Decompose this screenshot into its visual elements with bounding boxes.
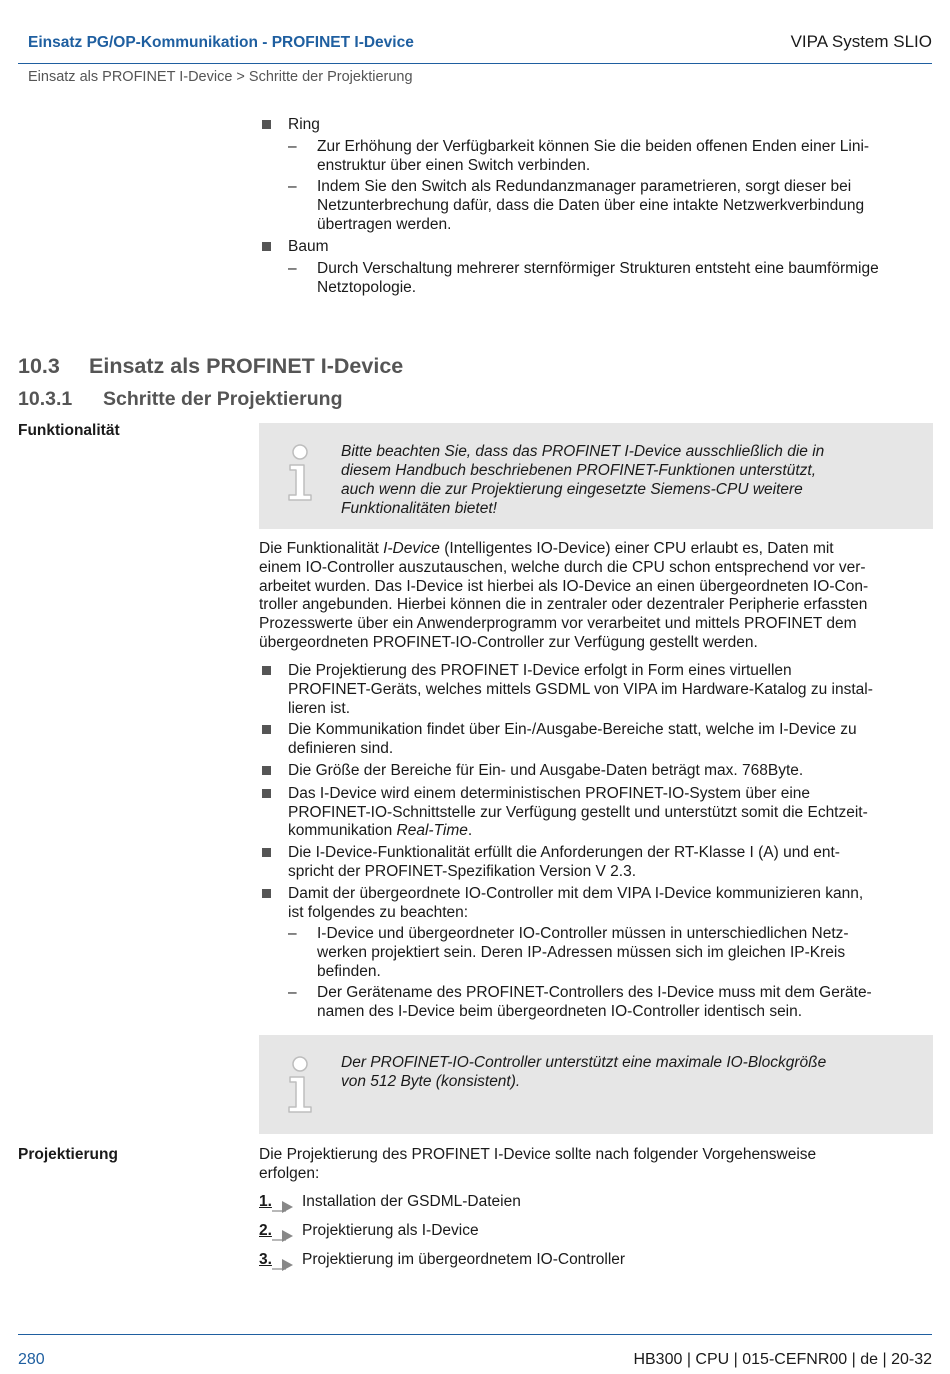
list-item-line: PROFINET-Geräts, welches mittels GSDML von VIPA im Hardware-Katalog zu instal- xyxy=(288,681,873,698)
sub-item-line: werken projektiert sein. Deren IP-Adressen müssen sich im gleichen IP-Kreis xyxy=(317,944,846,961)
header-divider xyxy=(18,63,932,64)
text-run: Die Funktionalität xyxy=(259,540,384,557)
list-item-line: ist folgendes zu beachten: xyxy=(288,904,469,921)
list-item-line: Die I-Device-Funktionalität erfüllt die Anforderungen der RT-Klasse I (A) und ent- xyxy=(288,844,840,861)
info-i-icon xyxy=(285,1055,315,1115)
paragraph-line: arbeitet wurden. Das I-Device ist hierbei als IO-Device an einen übergeordneten IO-Con- xyxy=(259,578,869,595)
subsection-title: Schritte der Projektierung xyxy=(103,388,343,410)
arrow-step-icon xyxy=(272,1257,294,1271)
paragraph-line xyxy=(259,540,834,559)
breadcrumb: Einsatz als PROFINET I-Device > Schritte der Projektierung xyxy=(28,69,413,85)
list-item-line: Die Größe der Bereiche für Ein- und Ausgabe-Daten beträgt max. 768Byte. xyxy=(288,762,804,779)
ring-item-2-line-3: übertragen werden. xyxy=(317,216,452,233)
note-line: von 512 Byte (konsistent). xyxy=(341,1073,521,1090)
header-title: Einsatz PG/OP-Kommunikation - PROFINET I-Device xyxy=(28,34,414,51)
step-label: Installation der GSDML-Dateien xyxy=(302,1193,521,1210)
square-bullet xyxy=(262,766,271,775)
paragraph-line: Prozesswerte über ein Anwenderprogramm vor verarbeitet und mittels PROFINET dem xyxy=(259,615,857,632)
italic-term: Real-Time xyxy=(396,822,468,839)
list-item-line: spricht der PROFINET-Spezifikation Version V 2.3. xyxy=(288,863,637,880)
step-number: 1. xyxy=(259,1193,272,1210)
dash-bullet: – xyxy=(288,984,297,1001)
subsection-number: 10.3.1 xyxy=(18,388,73,410)
note-line: Bitte beachten Sie, dass das PROFINET I-Device ausschließlich die in xyxy=(341,443,825,460)
tree-item-1-line-1: Durch Verschaltung mehrerer sternförmiger Strukturen entsteht eine baumförmige xyxy=(317,260,879,277)
note-line: Der PROFINET-IO-Controller unterstützt eine maximale IO-Blockgröße xyxy=(341,1054,827,1071)
tree-label: Baum xyxy=(288,238,329,255)
text-run: . xyxy=(467,822,473,839)
square-bullet xyxy=(262,242,271,251)
ring-item-2-line-1: Indem Sie den Switch als Redundanzmanager parametrieren, sorgt dieser bei xyxy=(317,178,852,195)
paragraph-line: übergeordneten PROFINET-IO-Controller zur Verfügung gestellt werden. xyxy=(259,634,758,651)
info-note xyxy=(259,1035,933,1134)
subsection-heading xyxy=(18,390,342,409)
dash-bullet: – xyxy=(288,260,297,277)
note-line: auch wenn die zur Projektierung eingesetzte Siemens-CPU weitere xyxy=(341,481,803,498)
page-number: 280 xyxy=(18,1351,45,1368)
arrow-step-icon xyxy=(272,1228,294,1242)
square-bullet xyxy=(262,120,271,129)
list-item-line: Das I-Device wird einem deterministischen PROFINET-IO-System über eine xyxy=(288,785,810,802)
sub-item-line: I-Device und übergeordneter IO-Controller müssen in unterschiedlichen Netz- xyxy=(317,925,849,942)
list-item-line: PROFINET-IO-Schnittstelle zur Verfügung gestellt und unterstützt somit die Echtzeit- xyxy=(288,804,868,821)
list-item-line: Die Kommunikation findet über Ein-/Ausgabe-Bereiche statt, welche im I-Device zu xyxy=(288,721,857,738)
list-item-line: definieren sind. xyxy=(288,740,394,757)
ring-label: Ring xyxy=(288,116,320,133)
italic-term: I-Device xyxy=(383,540,440,557)
text-run: kommunikation xyxy=(288,822,397,839)
footer-divider xyxy=(18,1334,932,1335)
side-label-projektierung: Projektierung xyxy=(18,1146,118,1163)
sub-item-line: Der Gerätename des PROFINET-Controllers des I-Device muss mit dem Geräte- xyxy=(317,984,872,1001)
info-note xyxy=(259,423,933,529)
dash-bullet: – xyxy=(288,138,297,155)
side-label-funktionalitaet: Funktionalität xyxy=(18,422,120,439)
note-line: diesem Handbuch beschriebenen PROFINET-Funktionen unterstützt, xyxy=(341,462,817,479)
info-i-icon xyxy=(285,443,315,503)
step-label: Projektierung als I-Device xyxy=(302,1222,479,1239)
square-bullet xyxy=(262,848,271,857)
note-line: Funktionalitäten bietet! xyxy=(341,500,497,517)
square-bullet xyxy=(262,666,271,675)
square-bullet xyxy=(262,889,271,898)
dash-bullet: – xyxy=(288,178,297,195)
section-heading xyxy=(18,354,404,378)
arrow-step-icon xyxy=(272,1199,294,1213)
paragraph-line: troller angebunden. Hierbei können die in zentraler oder dezentraler Peripherie erfassten xyxy=(259,596,868,613)
dash-bullet: – xyxy=(288,925,297,942)
sub-item-line: namen des I-Device beim übergeordneten IO-Controller identisch sein. xyxy=(317,1003,803,1020)
step-number: 3. xyxy=(259,1251,272,1268)
paragraph-line: einem IO-Controller auszutauschen, welche durch die CPU schon entsprechend vor ver- xyxy=(259,559,866,576)
sub-item-line: befinden. xyxy=(317,963,381,980)
header-brand: VIPA System SLIO xyxy=(790,32,932,51)
list-item-line xyxy=(288,822,472,841)
square-bullet xyxy=(262,725,271,734)
ring-item-2-line-2: Netzunterbrechung dafür, dass die Daten über eine intakte Netzwerkverbindung xyxy=(317,197,865,214)
list-item-line: Damit der übergeordnete IO-Controller mit dem VIPA I-Device kommunizieren kann, xyxy=(288,885,864,902)
text-run: (Intelligentes IO-Device) einer CPU erlaubt es, Daten mit xyxy=(439,540,834,557)
list-item-line: lieren ist. xyxy=(288,700,351,717)
section-title: Einsatz als PROFINET I-Device xyxy=(89,354,404,378)
list-item-line: Die Projektierung des PROFINET I-Device erfolgt in Form eines virtuellen xyxy=(288,662,792,679)
paragraph-line: erfolgen: xyxy=(259,1165,320,1182)
ring-item-1-line-1: Zur Erhöhung der Verfügbarkeit können Sie die beiden offenen Enden einer Lini- xyxy=(317,138,870,155)
tree-item-1-line-2: Netztopologie. xyxy=(317,279,417,296)
step-label: Projektierung im übergeordnetem IO-Controller xyxy=(302,1251,626,1268)
square-bullet xyxy=(262,789,271,798)
step-number: 2. xyxy=(259,1222,272,1239)
document-id: HB300 | CPU | 015-CEFNR00 | de | 20-32 xyxy=(633,1351,932,1368)
section-number: 10.3 xyxy=(18,354,60,378)
ring-item-1-line-2: enstruktur über einen Switch verbinden. xyxy=(317,157,591,174)
paragraph-line: Die Projektierung des PROFINET I-Device sollte nach folgender Vorgehensweise xyxy=(259,1146,817,1163)
